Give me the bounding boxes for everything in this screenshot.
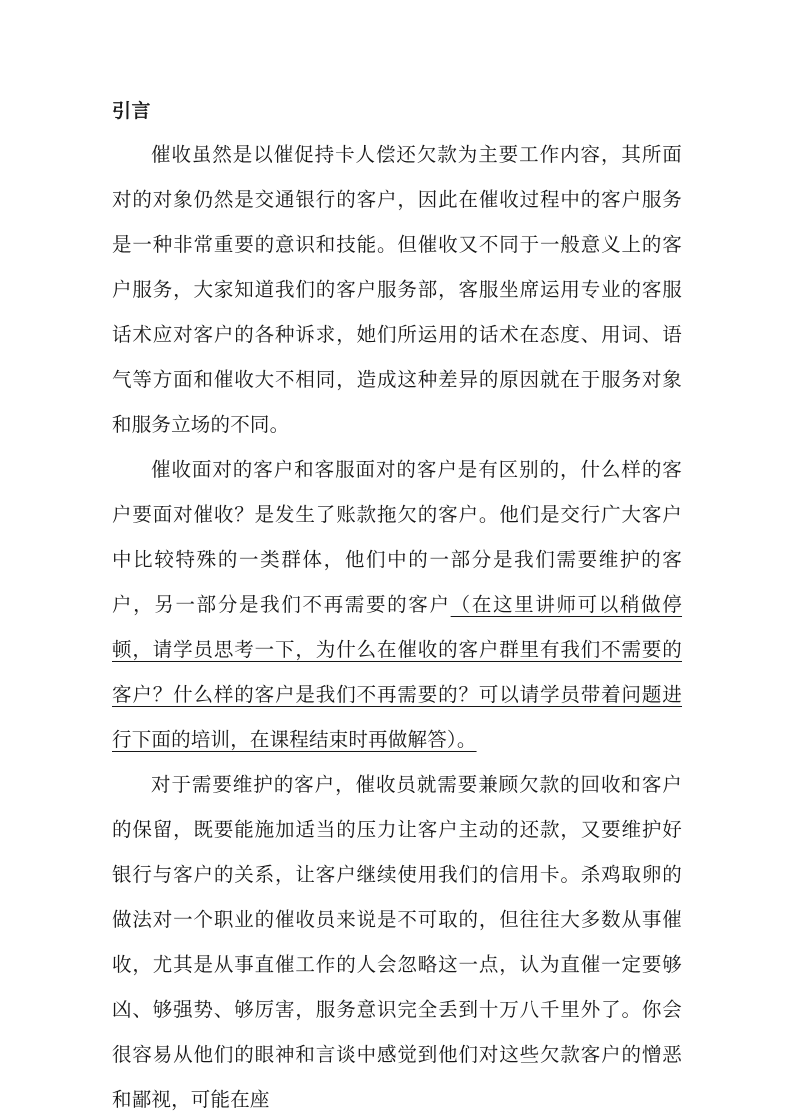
page-title: 引言	[112, 100, 152, 122]
paragraph-3: 对于需要维护的客户，催收员就需要兼顾欠款的回收和客户的保留，既要能施加适当的压力让客户主动的还款，又要维护好银行与客户的关系，让客户继续使用我们的信用卡。杀鸡取卵的做法对一个职业的催收员来说是不可取的，但往往大多数从事催收，尤其是从事直催工作的人会忽略这一点，认为直催一定要够凶、够强势、够厉害，服务意识完全丢到十万八千里外了。你会很容易从他们的眼神和言谈中感觉到他们对这些欠款客户的憎恶和鄙视，可能在座	[112, 773, 682, 1111]
paragraph-2-plain-text: 催收面对的客户和客服面对的客户是有区别的，什么样的客户要面对催收？是发生了账款拖欠的客户。他们是交行广大客户中比较特殊的一类群体，他们中的一部分是我们需要维护的客户，另一部分是我们不再需要的客户	[112, 458, 682, 616]
document-body	[112, 96, 682, 1120]
paragraph-2	[112, 447, 682, 762]
paragraph-1: 催收虽然是以催促持卡人偿还欠款为主要工作内容，其所面对的对象仍然是交通银行的客户，因此在催收过程中的客户服务是一种非常重要的意识和技能。但催收又不同于一般意义上的客户服务，大家知道我们的客户服务部，客服坐席运用专业的客服话术应对客户的各种诉求，她们所运用的话术在态度、用词、语气等方面和催收大不相同，造成这种差异的原因就在于服务对象和服务立场的不同。	[112, 143, 682, 436]
paragraph-2-underlined-note: （在这里讲师可以稍做停顿，请学员思考一下，为什么在催收的客户群里有我们不需要的客户？什么样的客户是我们不再需要的？可以请学员带着问题进行下面的培训，在课程结束时再做解答）。	[112, 593, 683, 751]
